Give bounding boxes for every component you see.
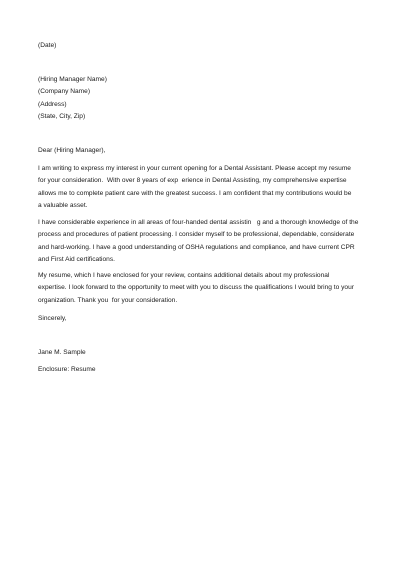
date-line: (Date): [38, 42, 57, 49]
recipient-address-line: (Address): [38, 100, 67, 108]
paragraph-3: [38, 270, 368, 307]
salutation-line: Dear (Hiring Manager),: [38, 147, 106, 154]
paragraph-1-line: allows me to complete patient care with the greatest success. I am confident that my contributions would be: [38, 189, 352, 197]
paragraph-2-line: and hard-working. I have a good understanding of OSHA regulations and compliance, and have current CPR: [38, 243, 355, 251]
paragraph-2-line: process and procedures of patient processing. I consider myself to be professional, dependable, considerate: [38, 231, 355, 239]
recipient-address-block: [38, 74, 368, 124]
enclosure-block: [38, 364, 368, 376]
date-block: [38, 40, 368, 52]
paragraph-1-line: a valuable asset.: [38, 202, 88, 210]
paragraph-3-line: organization. Thank you for your consideration.: [38, 296, 178, 304]
recipient-name-line: (Hiring Manager Name): [38, 76, 107, 83]
closing-block: [38, 313, 368, 325]
paragraph-2-line: I have considerable experience in all areas of four-handed dental assistin g and a thorough knowledge of the: [38, 219, 359, 226]
signature-block: [38, 347, 368, 359]
enclosure-line: Enclosure: Resume: [38, 366, 96, 373]
closing-line: Sincerely,: [38, 315, 67, 322]
paragraph-1-line: for your consideration. With over 8 years of exp erience in Dental Assisting, my comprehensive expertise: [38, 177, 347, 185]
recipient-company-line: (Company Name): [38, 88, 91, 96]
salutation-block: [38, 145, 368, 157]
paragraph-1: [38, 163, 368, 213]
signature-line: Jane M. Sample: [38, 349, 86, 356]
paragraph-3-line: expertise. I look forward to the opportunity to meet with you to discuss the qualifications I would bring to your: [38, 284, 354, 292]
recipient-state-line: (State, City, Zip): [38, 113, 86, 121]
paragraph-3-line: My resume, which I have enclosed for your review, contains additional details about my professional: [38, 272, 330, 279]
paragraph-1-line: I am writing to express my interest in your current opening for a Dental Assistant. Please accept my resume: [38, 165, 351, 172]
paragraph-2-line: and First Aid certifications.: [38, 256, 115, 264]
paragraph-2: [38, 217, 368, 267]
